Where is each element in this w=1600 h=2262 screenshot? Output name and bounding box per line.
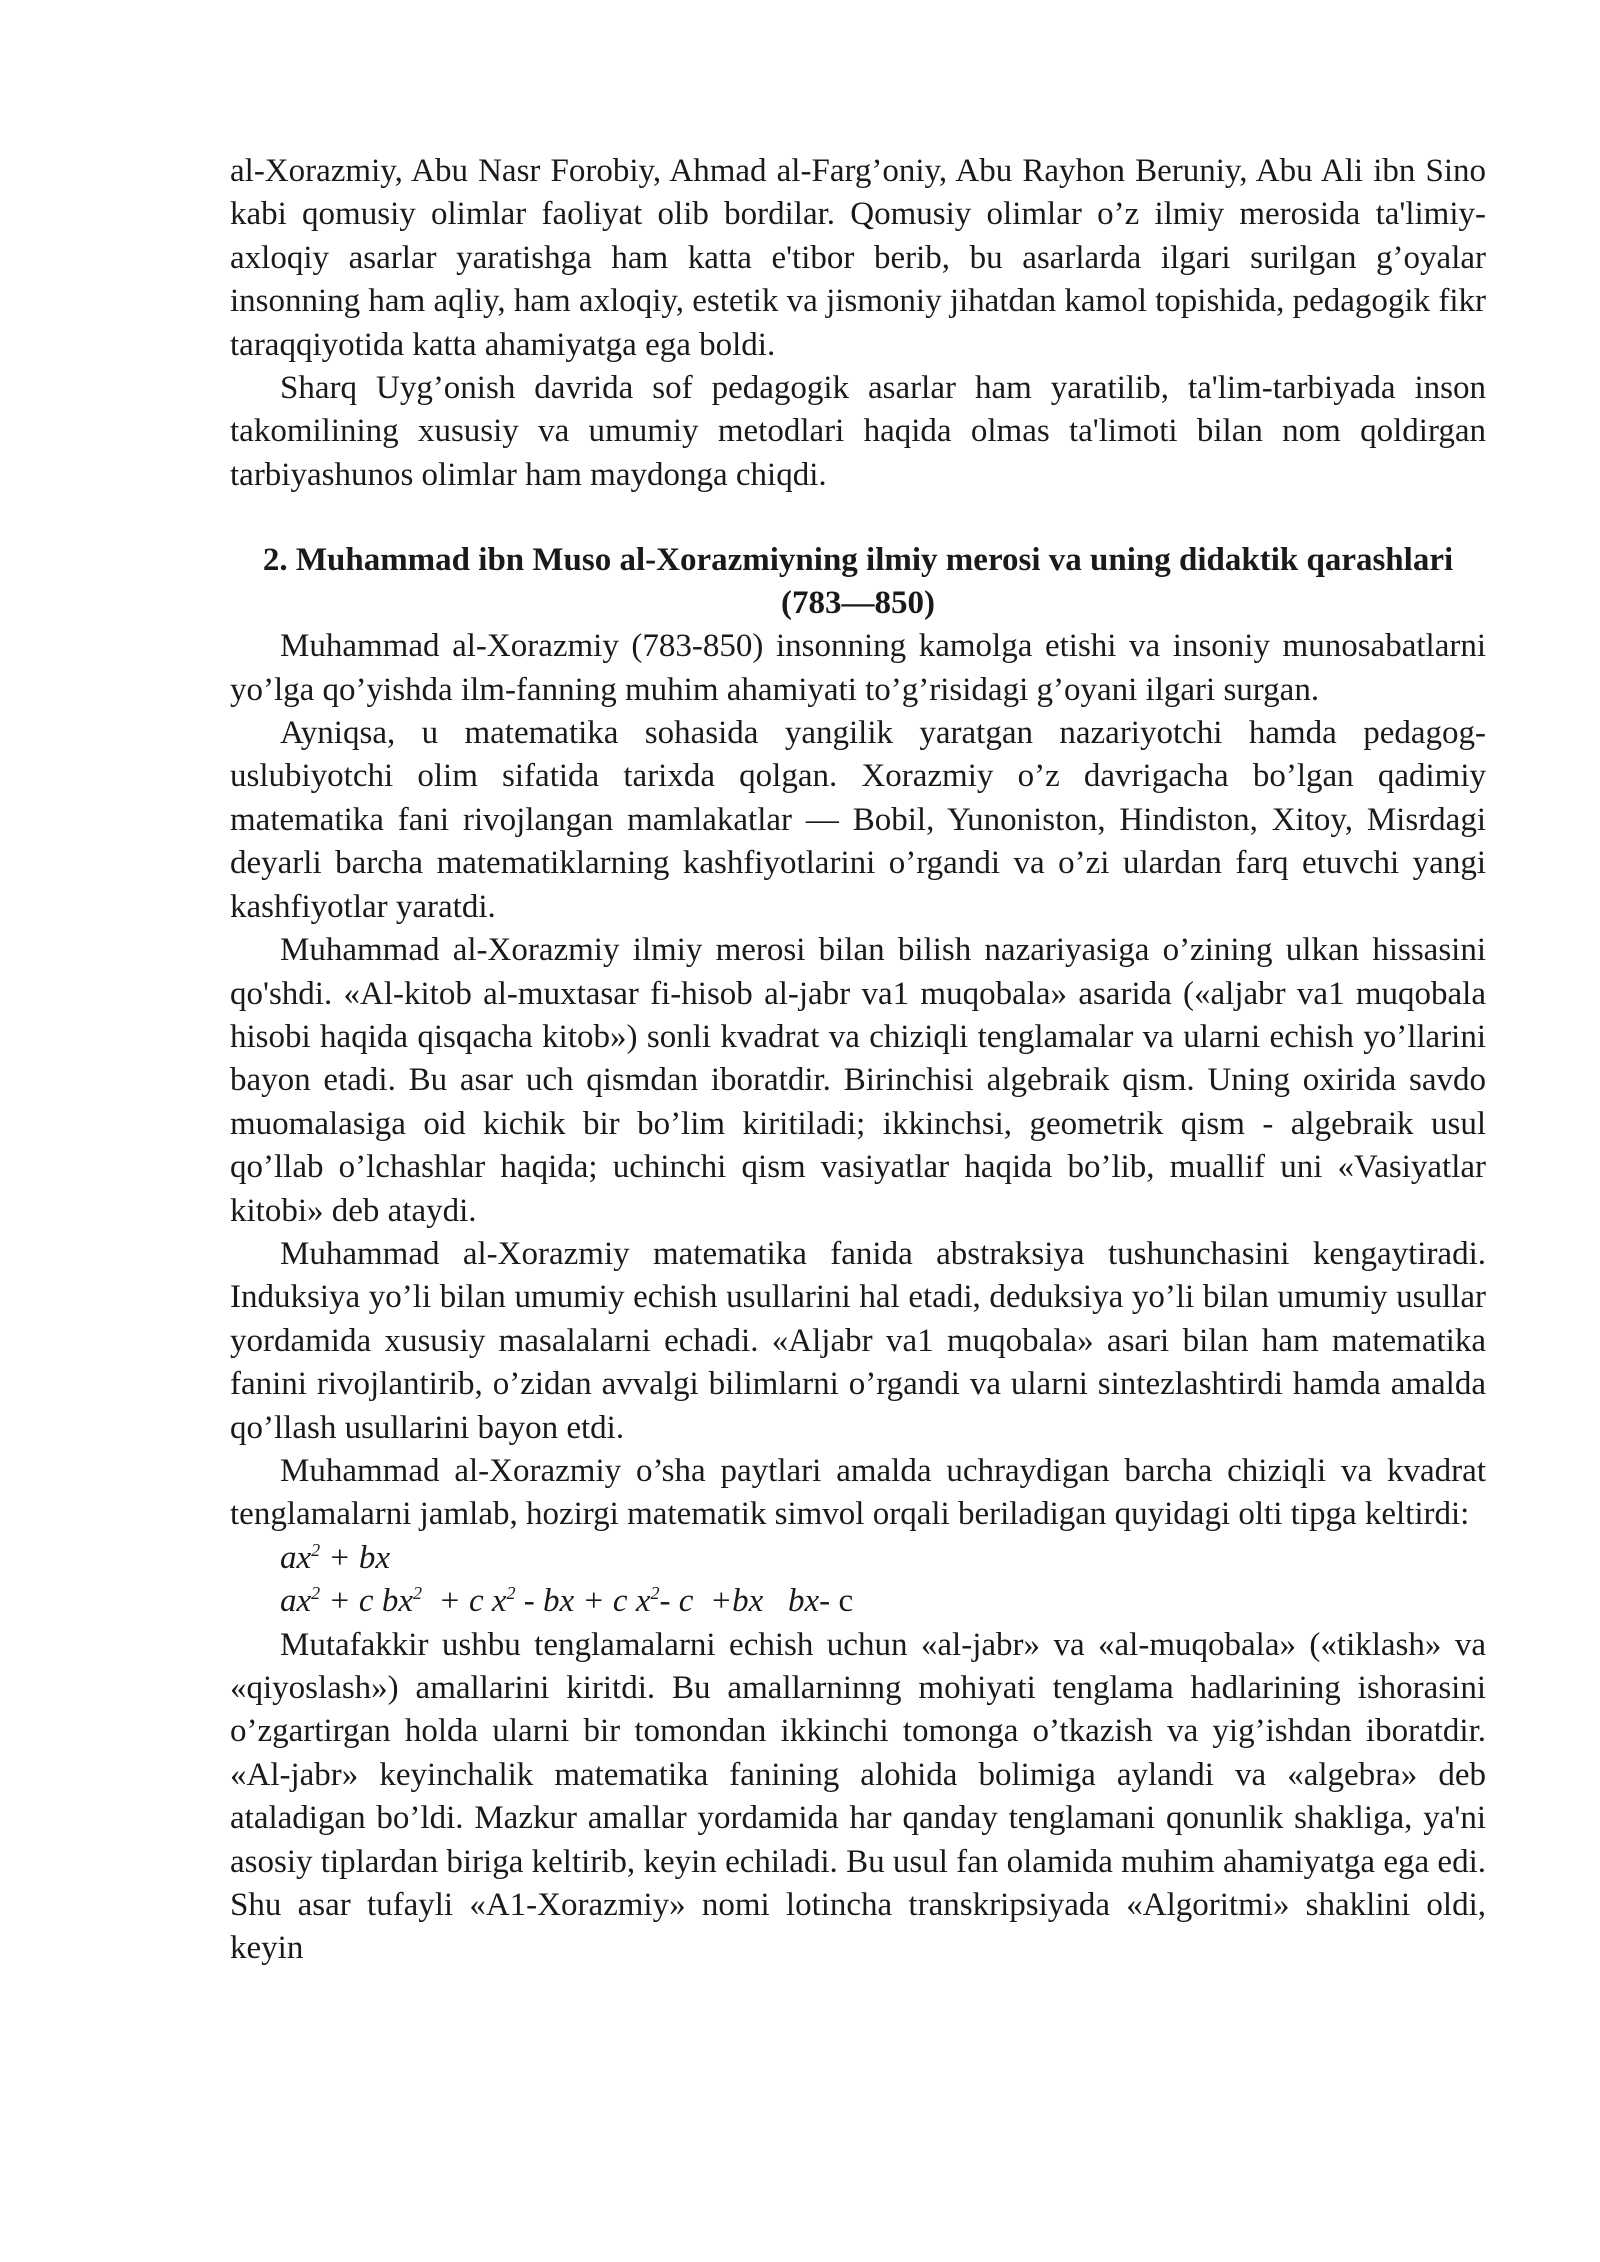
formula-line-1 (230, 1537, 1486, 1580)
formula-exponent: 2 (311, 1583, 321, 1604)
paragraph-8: Mutafakkir ushbu tenglamalarni echish uchun «al-jabr» va «al-muqobala» («tiklash» va «qiyoslash») amallarini kiritdi. Bu amallarninng mohiyati tenglama hadlarining ishorasini o’zgartirgan holda ularni bir tomondan ikkinchi tomonga o’tkazish va yig’ishdan iboratdir. «Al-jabr» keyinchalik matematika fanining alohida bolimiga aylandi va «algebra» deb ataladigan bo’ldi. Mazkur amallar yordamida har qanday tenglamani qonunlik shakliga, ya'ni asosiy tiplardan biriga keltirib, keyin echiladi. Bu usul fan olamida muhim ahamiyatga ega edi. Shu asar tufayli «A1-Xorazmiy» nomi lotincha transkripsiyada «Algoritmi» shaklini oldi, keyin (230, 1626, 1486, 1967)
formula-term: ax (280, 1583, 312, 1620)
section-heading: 2. Muhammad ibn Muso al-Xorazmiyning ilmiy merosi va uning didaktik qarashlari (783—850) (262, 542, 1454, 622)
formula-term: c (838, 1583, 854, 1620)
formula-term: + c x (421, 1583, 507, 1620)
formula-term: - bx + c x (515, 1583, 651, 1620)
document-page (230, 150, 1486, 1971)
formula-exponent: 2 (650, 1583, 660, 1604)
paragraph-6: Muhammad al-Xorazmiy matematika fanida abstraksiya tushunchasini kengaytiradi. Induksiya yo’li bilan umumiy echish usullarini hal etadi, deduksiya yo’li bilan umumiy usullar yordamida xususiy masalalarni echadi. «Aljabr va1 muqobala» asari bilan ham matematika fanini rivojlantirib, o’zidan avvalgi bilimlarni o’rgandi va ularni sintezlashtirdi hamda amalda qo’llash usullarini bayon etdi. (230, 1235, 1486, 1446)
paragraph-3: Muhammad al-Xorazmiy (783-850) insonning kamolga etishi va insoniy munosabatlarni yo’lga qo’yishda ilm-fanning muhim ahamiyati to’g’risidagi g’oyani ilgari surgan. (230, 628, 1486, 708)
paragraph-1: al-Xorazmiy, Abu Nasr Forobiy, Ahmad al-Farg’oniy, Abu Rayhon Beruniy, Abu Ali ibn Sino kabi qomusiy olimlar faoliyat olib bordilar. Qomusiy olimlar o’z ilmiy merosida ta'limiy-axloqiy asarlar yaratishga ham katta e'tibor berib, bu asarlarda ilgari surilgan g’oyalar insonning ham aqliy, ham axloqiy, estetik va jismoniy jihatdan kamol topishida, pedagogik fikr taraqqiyotida katta ahamiyatga ega boldi. (230, 153, 1486, 363)
formula-line-2 (230, 1580, 1486, 1623)
paragraph-2: Sharq Uyg’onish davrida sof pedagogik asarlar ham yaratilib, ta'lim-tarbiyada inson takomilining xususiy va umumiy metodlari haqida olmas ta'limoti bilan nom qoldirgan tarbiyashunos olimlar ham maydonga chiqdi. (230, 370, 1486, 493)
paragraph-7: Muhammad al-Xorazmiy o’sha paytlari amalda uchraydigan barcha chiziqli va kvadrat tenglamalarni jamlab, hozirgi matematik simvol orqali beriladigan quyidagi olti tipga keltirdi: (230, 1452, 1486, 1533)
formula-exponent: 2 (412, 1583, 422, 1604)
formula-term: - c +bx bx- (659, 1583, 839, 1620)
formula-term: + c bx (320, 1583, 413, 1620)
formula-term: + bx (320, 1539, 391, 1576)
formula-exponent: 2 (311, 1539, 321, 1560)
formula-term: ax (280, 1539, 312, 1576)
paragraph-4: Ayniqsa, u matematika sohasida yangilik yaratgan nazariyotchi hamda pedagog-uslubiyotchi olim sifatida tarixda qolgan. Xorazmiy o’z davrigacha bo’lgan qadimiy matematika fani rivojlangan mamlakatlar — Bobil, Yunoniston, Hindiston, Xitoy, Misrdagi deyarli barcha matematiklarning kashfiyotlarini o’rgandi va o’zi ulardan farq etuvchi yangi kashfiyotlar yaratdi. (230, 715, 1486, 925)
formula-exponent: 2 (506, 1583, 516, 1604)
paragraph-5: Muhammad al-Xorazmiy ilmiy merosi bilan bilish nazariyasiga o’zining ulkan hissasini qo'shdi. «Al-kitob al-muxtasar fi-hisob al-jabr va1 muqobala» asarida («aljabr va1 muqobala hisobi haqida qisqacha kitob») sonli kvadrat va chiziqli tenglamalar va ularni echish yo’llarini bayon etadi. Bu asar uch qismdan iboratdir. Birinchisi algebraik qism. Uning oxirida savdo muomalasiga oid kichik bir bo’lim kiritiladi; ikkinchsi, geometrik qism - algebraik usul qo’llab o’lchashlar haqida; uchinchi qism vasiyatlar haqida bo’lib, muallif uni «Vasiyatlar kitobi» deb ataydi. (230, 932, 1486, 1229)
